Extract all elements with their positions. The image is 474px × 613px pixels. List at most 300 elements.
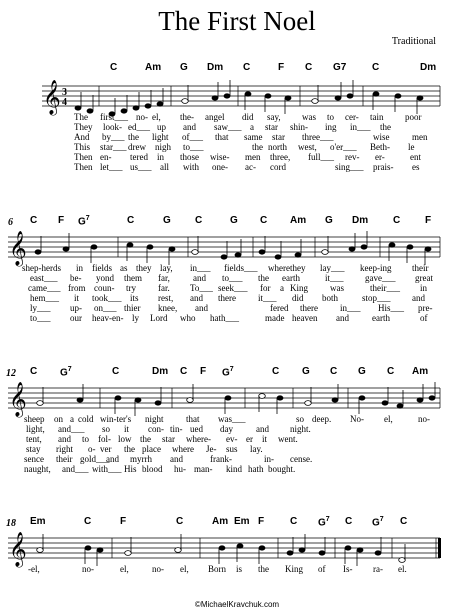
lyric-syllable: lay, (160, 263, 173, 273)
chord-symbol: F (58, 215, 65, 226)
treble-clef-icon: 𝄞 (9, 231, 27, 266)
chord-symbol: C (372, 62, 380, 73)
lyric-syllable: light, (26, 424, 45, 434)
verse-line (0, 564, 474, 574)
chord-symbol: Dm (420, 62, 437, 73)
lyric-syllable: Then (74, 162, 93, 172)
lyric-syllable: er (246, 434, 253, 444)
lyric-syllable: man- (194, 464, 213, 474)
lyric-syllable: did (292, 293, 304, 303)
lyric-syllable: came___ (28, 283, 61, 293)
lyric-syllable: the (380, 122, 391, 132)
lyric-syllable: right (56, 444, 73, 454)
copyright-footer: ©MichaelKravchuk.com (194, 600, 280, 609)
system-4 (0, 514, 474, 594)
lyric-syllable: up- (70, 303, 82, 313)
lyric-syllable: en- (100, 152, 112, 162)
lyric-syllable: Beth- (370, 142, 390, 152)
lyric-syllable: in___ (340, 303, 361, 313)
lyric-syllable: wise (373, 132, 390, 142)
verse-line (0, 132, 474, 142)
lyric-syllable: no- (82, 564, 94, 574)
lyric-syllable: was (302, 112, 316, 122)
lyric-syllable: coun- (94, 283, 115, 293)
chord-symbol: G (163, 215, 171, 226)
lyric-syllable: thier (124, 303, 141, 313)
lyric-syllable: low (118, 434, 132, 444)
lyric-syllable: ed___ (128, 122, 150, 132)
lyric-syllable: east___ (30, 273, 58, 283)
chord-symbol: $G^7$ (222, 366, 234, 379)
lyric-syllable: sence (24, 454, 44, 464)
lyric-syllable: and___ (58, 424, 85, 434)
lyric-syllable: to___ (183, 142, 204, 152)
chord-symbol: G (358, 366, 366, 377)
verse-line (0, 293, 474, 303)
lyric-syllable: No- (350, 414, 364, 424)
lyric-syllable: try (126, 283, 136, 293)
lyric-syllable: Is- (343, 564, 353, 574)
lyric-syllable: ra- (373, 564, 383, 574)
lyric-syllable: so (102, 424, 111, 434)
lyric-syllable: it (74, 293, 80, 303)
lyric-syllable: full___ (308, 152, 334, 162)
chord-symbol: Am (290, 215, 307, 226)
lyric-syllable: made (265, 313, 285, 323)
verse-line (0, 263, 474, 273)
treble-clef-icon: 𝄞 (9, 532, 27, 567)
measure-number: 18 (6, 518, 16, 529)
lyric-syllable: no- (136, 112, 148, 122)
lyric-syllable: el, (152, 112, 161, 122)
lyric-syllable: three___ (302, 132, 334, 142)
verse-line (0, 112, 474, 122)
lyric-syllable: far. (158, 283, 170, 293)
verse-line (0, 283, 474, 293)
lyric-syllable: both (322, 293, 339, 303)
lyric-syllable: by___ (102, 132, 125, 142)
lyric-syllable: hu- (174, 464, 186, 474)
chord-symbol: Am (212, 516, 229, 527)
lyric-syllable: it (124, 424, 130, 434)
lyric-syllable: yond (96, 273, 114, 283)
lyric-syllable: and (256, 424, 269, 434)
lyric-syllable: Je- (206, 444, 217, 454)
system-3 (0, 364, 474, 494)
lyric-syllable: star (162, 434, 175, 444)
lyric-syllable: is (236, 564, 243, 574)
lyric-syllable: deep. (312, 414, 332, 424)
lyric-syllable: north (268, 142, 287, 152)
chord-symbol: G (180, 62, 188, 73)
lyric-syllable: us___ (130, 162, 152, 172)
lyric-syllable: say, (267, 112, 281, 122)
lyric-syllable: from (68, 283, 86, 293)
verse-line (0, 444, 474, 454)
chord-root: G7 (333, 62, 347, 73)
lyric-syllable: gave___ (365, 273, 396, 283)
verse-line (0, 454, 474, 464)
lyric-syllable: did (242, 112, 254, 122)
lyric-syllable: ver (100, 444, 112, 454)
lyric-syllable: lay___ (320, 263, 345, 273)
lyric-syllable: of (318, 564, 326, 574)
lyric-syllable: there (218, 293, 236, 303)
lyric-syllable: drew (128, 142, 146, 152)
lyric-syllable: ing (325, 122, 337, 132)
lyric-syllable: the (258, 273, 269, 283)
system-1 (0, 62, 474, 192)
lyric-syllable: to___ (222, 273, 243, 283)
lyric-syllable: one- (212, 162, 228, 172)
lyric-syllable: cer- (345, 112, 359, 122)
lyric-syllable: angel (205, 112, 225, 122)
lyric-syllable: fol- (98, 434, 111, 444)
lyric-syllable: it (262, 434, 268, 444)
chord-symbol: G (325, 215, 333, 226)
lyric-syllable: and (106, 454, 119, 464)
chord-symbol: F (120, 516, 127, 527)
chord-symbol: C (387, 366, 395, 377)
lyric-syllable: they (290, 263, 306, 273)
lyric-syllable: and (412, 293, 425, 303)
chord-symbol: C (30, 215, 38, 226)
lyric-syllable: no- (152, 564, 164, 574)
lyric-syllable: o'er___ (330, 142, 357, 152)
lyric-syllable: was___ (218, 414, 246, 424)
lyric-syllable: star___ (100, 142, 127, 152)
lyric-syllable: lay. (250, 444, 263, 454)
lyric-syllable: pre- (418, 303, 433, 313)
lyric-syllable: star (265, 122, 278, 132)
lyric-syllable: fields (92, 263, 112, 273)
lyric-syllable: es (412, 162, 420, 172)
lyric-syllable: fered (270, 303, 289, 313)
lyric-syllable: the (258, 564, 269, 574)
lyric-syllable: sing___ (335, 162, 364, 172)
chord-symbol: C (393, 215, 401, 226)
lyric-syllable: to (327, 112, 335, 122)
lyric-syllable: men (245, 152, 261, 162)
lyric-syllable: o- (88, 444, 96, 454)
lyric-syllable: the- (180, 112, 194, 122)
lyric-syllable: their (56, 454, 73, 464)
chord-symbol: C (290, 516, 298, 527)
chord-symbol: C (305, 62, 313, 73)
lyric-syllable: tent, (26, 434, 42, 444)
chord-symbol: C (30, 366, 38, 377)
lyric-syllable: fields___ (224, 263, 258, 273)
chord-symbol: C (180, 366, 188, 377)
lyric-syllable: three, (270, 152, 291, 162)
lyric-syllable: bought. (268, 464, 296, 474)
lyric-syllable: cense. (290, 454, 313, 464)
lyric-syllable: This (74, 142, 91, 152)
chord-symbol: C (84, 516, 92, 527)
lyric-syllable: poor (405, 112, 422, 122)
lyric-syllable: and (195, 303, 208, 313)
lyric-syllable: ac- (245, 162, 256, 172)
lyric-syllable: place (142, 444, 161, 454)
lyric-syllable: for (260, 283, 271, 293)
verse-line (0, 464, 474, 474)
lyric-syllable: day (220, 424, 233, 434)
lyric-syllable: with___ (92, 464, 122, 474)
lyric-syllable: shep-herds (22, 263, 61, 273)
chord-symbol: C (272, 366, 280, 377)
measure-number: 6 (8, 217, 13, 228)
lyric-syllable: rev- (345, 152, 360, 162)
verse-line (0, 273, 474, 283)
lyric-syllable: ly___ (30, 303, 51, 313)
chord-symbol: Dm (152, 366, 169, 377)
lyric-syllable: earth (282, 273, 300, 283)
lyric-syllable: far, (158, 273, 170, 283)
chord-symbol: F (278, 62, 285, 73)
chord-symbol: $G^7$ (372, 516, 384, 529)
lyric-syllable: of___ (182, 132, 203, 142)
lyric-syllable: who (180, 313, 196, 323)
lyric-syllable: our (70, 313, 82, 323)
composer-credit: Traditional (391, 36, 436, 47)
lyric-syllable: up (157, 122, 166, 132)
lyric-syllable: in (420, 283, 428, 293)
verse-line (0, 434, 474, 444)
chord-symbol: Dm (207, 62, 224, 73)
lyric-syllable: -el, (28, 564, 40, 574)
lyric-syllable: was (330, 283, 344, 293)
lyric-syllable: to (82, 434, 90, 444)
system-2 (0, 213, 474, 343)
lyric-syllable: el, (120, 564, 129, 574)
lyric-syllable: hem___ (30, 293, 59, 303)
lyric-syllable: all (160, 162, 169, 172)
chord-symbol: Dm (352, 215, 369, 226)
lyric-syllable: hath___ (210, 313, 239, 323)
lyric-syllable: King (285, 564, 303, 574)
chord-symbol: C (195, 215, 203, 226)
lyric-syllable: tin- (170, 424, 183, 434)
lyric-syllable: ued (190, 424, 203, 434)
lyric-syllable: their (412, 263, 429, 273)
chord-symbol: C (112, 366, 120, 377)
chord-symbol: Em (30, 516, 46, 527)
lyric-syllable: win-ter's (100, 414, 132, 424)
lyric-syllable: and (190, 293, 203, 303)
chord-symbol (333, 62, 346, 73)
verse-line (0, 313, 474, 323)
lyric-syllable: where (268, 263, 290, 273)
lyric-syllable: Lord (150, 313, 168, 323)
treble-clef-icon: 𝄞 (43, 80, 61, 115)
verse-line (0, 142, 474, 152)
chord-symbol: $G^7$ (78, 215, 90, 228)
lyric-syllable: let___ (100, 162, 123, 172)
lyric-syllable: tered (130, 152, 148, 162)
lyric-syllable: no- (418, 414, 430, 424)
lyric-syllable: light (152, 132, 169, 142)
lyric-syllable: hath (248, 464, 264, 474)
treble-clef-icon: 𝄞 (9, 382, 27, 417)
lyric-syllable: them (124, 273, 142, 283)
lyric-syllable: His___ (378, 303, 405, 313)
lyric-syllable: myrrh (130, 454, 152, 464)
lyric-syllable: ev- (226, 434, 238, 444)
lyric-syllable: heav-en- (92, 313, 124, 323)
lyric-syllable: blood (142, 464, 163, 474)
lyric-syllable: a (250, 122, 254, 132)
lyric-syllable: where (172, 444, 194, 454)
lyric-syllable: that (186, 414, 200, 424)
lyric-syllable: kind (226, 464, 243, 474)
lyric-syllable: rest, (158, 293, 174, 303)
lyric-syllable: earth (372, 313, 390, 323)
lyric-syllable: saw___ (214, 122, 242, 132)
lyric-syllable: keep-ing (360, 263, 392, 273)
lyric-syllable: west, (298, 142, 317, 152)
lyric-syllable: ent (410, 152, 421, 162)
lyric-syllable: star (272, 132, 285, 142)
lyric-syllable: shin- (290, 122, 308, 132)
lyric-syllable: King (290, 283, 308, 293)
chord-symbol: C (110, 62, 118, 73)
lyric-syllable: Then (74, 152, 93, 162)
lyric-syllable: heaven (292, 313, 318, 323)
lyric-syllable: sus (226, 444, 238, 454)
lyric-syllable: a (280, 283, 284, 293)
chord-symbol: G (302, 366, 310, 377)
verse-line (0, 152, 474, 162)
lyric-syllable: its (130, 293, 139, 303)
lyric-syllable: to___ (30, 313, 51, 323)
lyric-syllable: naught, (24, 464, 51, 474)
lyric-syllable: in- (264, 454, 274, 464)
lyric-syllable: night. (290, 424, 311, 434)
lyric-syllable: they (136, 263, 152, 273)
lyric-syllable: wise- (210, 152, 230, 162)
lyric-syllable: on (54, 414, 63, 424)
lyric-syllable: and (336, 313, 349, 323)
lyric-syllable: tain (370, 112, 384, 122)
lyric-syllable: look- (103, 122, 122, 132)
lyric-syllable: They (74, 122, 93, 132)
lyric-syllable: be- (70, 273, 82, 283)
lyric-syllable: seek___ (218, 283, 248, 293)
chord-symbol: F (200, 366, 207, 377)
lyric-syllable: with (183, 162, 200, 172)
lyric-syllable: el, (384, 414, 393, 424)
lyric-syllable: ly (132, 313, 140, 323)
lyric-syllable: as (120, 263, 128, 273)
chord-symbol: $G^7$ (318, 516, 330, 529)
lyric-syllable: men (412, 132, 428, 142)
chord-symbol: F (425, 215, 432, 226)
chord-symbol: Em (234, 516, 250, 527)
lyric-syllable: nigh (155, 142, 172, 152)
chord-symbol: C (176, 516, 184, 527)
svg-text:3: 3 (62, 87, 67, 98)
lyric-syllable: that (215, 132, 229, 142)
chord-symbol: C (243, 62, 251, 73)
chord-symbol: C (260, 215, 268, 226)
chord-symbol: $G^7$ (60, 366, 72, 379)
lyric-syllable: where- (186, 434, 211, 444)
lyric-syllable: first___ (100, 112, 128, 122)
lyric-syllable: The (74, 112, 88, 122)
lyric-syllable: And (74, 132, 90, 142)
lyric-syllable: their___ (370, 283, 400, 293)
lyric-syllable: Born (208, 564, 226, 574)
lyric-syllable: night (145, 414, 164, 424)
chord-symbol: C (330, 366, 338, 377)
lyric-syllable: knee, (158, 303, 178, 313)
lyric-syllable: sheep (24, 414, 45, 424)
lyric-syllable: in___ (190, 263, 211, 273)
lyric-syllable: those (180, 152, 199, 162)
lyric-syllable: it___ (325, 273, 344, 283)
lyric-syllable: el, (180, 564, 189, 574)
lyric-syllable: frank- (210, 454, 232, 464)
verse-line (0, 424, 474, 434)
lyric-syllable: er- (375, 152, 385, 162)
verse-line (0, 303, 474, 313)
chord-symbol: C (345, 516, 353, 527)
lyric-syllable: and (58, 434, 71, 444)
lyric-syllable: on___ (94, 303, 117, 313)
lyric-syllable: great (415, 273, 433, 283)
lyric-syllable: cord (270, 162, 286, 172)
chord-symbol: Am (412, 366, 429, 377)
chord-symbol: G (230, 215, 238, 226)
chord-symbol: C (127, 215, 135, 226)
chord-symbol: F (258, 516, 265, 527)
lyric-syllable: of (420, 313, 428, 323)
lyric-syllable: and (170, 454, 183, 464)
lyric-syllable: in (157, 152, 165, 162)
lyric-syllable: it___ (258, 293, 277, 303)
verse-line (0, 162, 474, 172)
lyric-syllable: stay (26, 444, 41, 454)
chord-symbol: C (400, 516, 408, 527)
lyric-syllable: and (193, 273, 206, 283)
lyric-syllable: cold (78, 414, 94, 424)
svg-text:4: 4 (62, 97, 67, 108)
lyric-syllable: there (300, 303, 318, 313)
lyric-syllable: in___ (350, 122, 371, 132)
lyric-syllable: el. (398, 564, 407, 574)
lyric-syllable: con- (148, 424, 164, 434)
verse-line (0, 122, 474, 132)
lyric-syllable: the (140, 434, 151, 444)
lyric-syllable: prais- (373, 162, 394, 172)
lyric-syllable: and (183, 122, 196, 132)
lyric-syllable: To___ (190, 283, 213, 293)
lyric-syllable: gold___ (80, 454, 110, 464)
lyric-syllable: le (408, 142, 415, 152)
lyric-syllable: in (76, 263, 84, 273)
lyric-syllable: went. (278, 434, 298, 444)
lyric-syllable: the (252, 142, 263, 152)
chord-symbol: Am (145, 62, 162, 73)
lyric-syllable: the (124, 444, 135, 454)
lyric-syllable: stop___ (362, 293, 391, 303)
lyric-syllable: same (244, 132, 263, 142)
measure-number: 12 (6, 368, 16, 379)
lyric-syllable: a (70, 414, 74, 424)
lyric-syllable: and___ (62, 464, 89, 474)
lyric-syllable: the (128, 132, 139, 142)
song-title: The First Noel (158, 6, 316, 36)
